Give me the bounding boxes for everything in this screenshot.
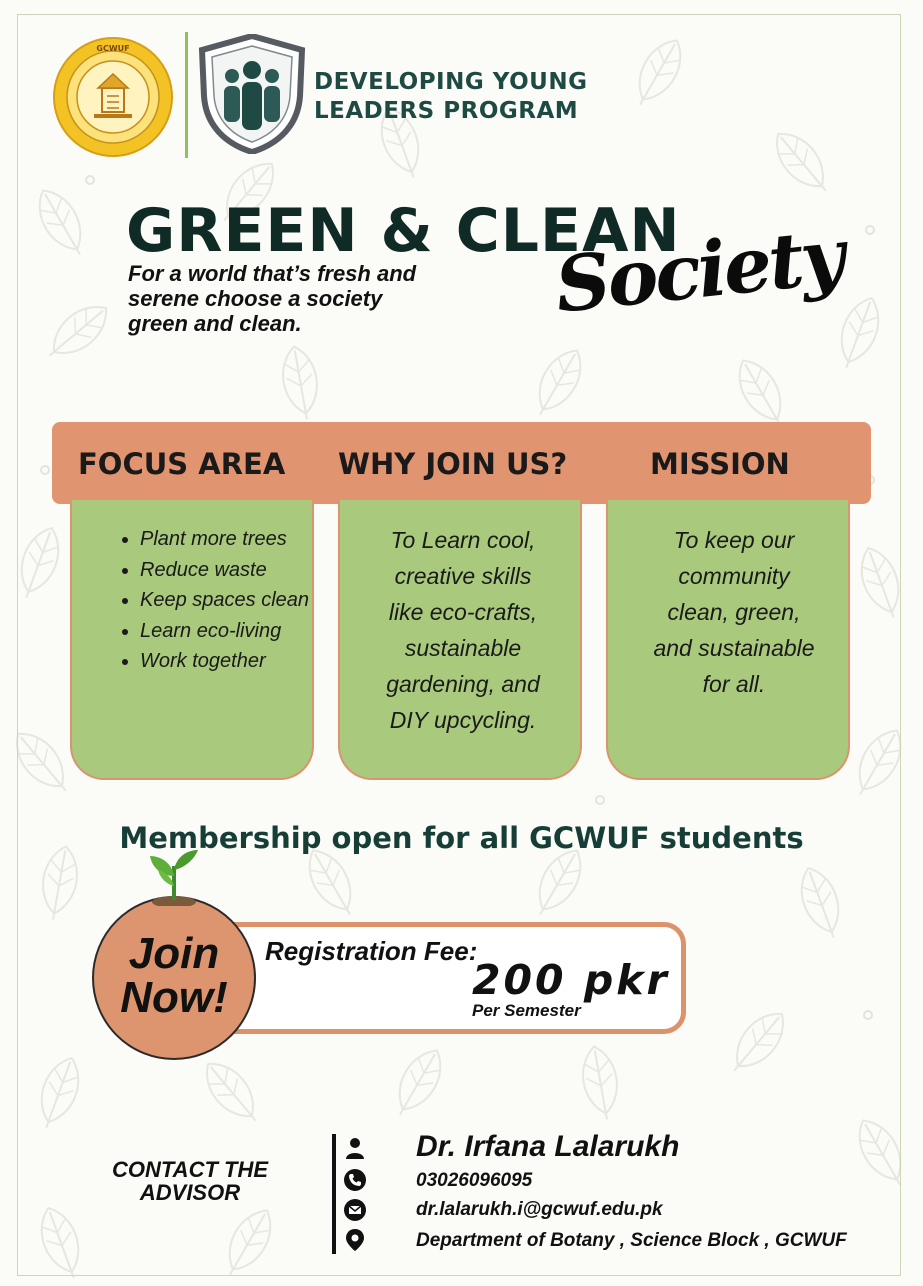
list-item: • Work together	[140, 646, 340, 677]
mission-line: clean, green,	[667, 599, 801, 625]
header-divider	[185, 32, 188, 158]
advisor-email[interactable]: dr.lalarukh.i@gcwuf.edu.pk	[416, 1199, 663, 1220]
contact-label-line2: ADVISOR	[139, 1180, 241, 1205]
join-now-label[interactable]	[92, 929, 256, 1022]
society-script-word: Society	[551, 211, 847, 330]
why-join-text	[345, 522, 581, 738]
tagline-line3: green and clean.	[128, 311, 302, 336]
tagline-line1: For a world that’s fresh and	[128, 261, 417, 286]
person-icon	[343, 1136, 367, 1160]
why-join-line: To Learn cool,	[390, 527, 536, 553]
join-now-line1: Join	[128, 929, 220, 978]
membership-banner: Membership open for all GCWUF students	[119, 821, 804, 855]
mission-line: community	[678, 563, 790, 589]
advisor-name: Dr. Irfana Lalarukh	[416, 1130, 680, 1163]
mission-line: for all.	[702, 671, 766, 697]
advisor-phone[interactable]: 03026096095	[416, 1170, 533, 1191]
email-icon	[343, 1198, 367, 1222]
mission-text	[614, 522, 854, 702]
join-now-line2: Now!	[120, 973, 228, 1022]
location-pin-icon	[343, 1228, 367, 1252]
sprout-icon	[138, 846, 210, 906]
mission-heading: MISSION	[650, 447, 790, 481]
program-name-line2: LEADERS PROGRAM	[314, 98, 579, 124]
why-join-line: sustainable	[404, 635, 522, 661]
phone-icon	[343, 1168, 367, 1192]
society-title: GREEN & CLEAN	[126, 196, 681, 266]
mission-line: and sustainable	[653, 635, 815, 661]
focus-area-heading: FOCUS AREA	[78, 447, 286, 481]
tagline-line2: serene choose a society	[128, 286, 383, 311]
mission-line: To keep our	[673, 527, 795, 553]
program-name-line1: DEVELOPING YOUNG	[314, 69, 588, 95]
university-seal-logo	[52, 36, 174, 158]
program-name	[314, 68, 614, 126]
why-join-line: gardening, and	[386, 671, 540, 697]
svg-text:GCWUF: GCWUF	[96, 44, 130, 53]
contact-divider	[332, 1134, 336, 1254]
contact-label-line1: CONTACT THE	[111, 1157, 269, 1182]
leaders-shield-logo	[198, 34, 306, 154]
registration-fee-label: Registration Fee:	[265, 936, 478, 966]
why-join-line: DIY upcycling.	[389, 707, 537, 733]
why-join-heading: WHY JOIN US?	[338, 447, 568, 481]
why-join-line: like eco-crafts,	[388, 599, 538, 625]
list-item: • Keep spaces clean	[140, 585, 340, 616]
focus-area-list	[112, 524, 340, 677]
registration-fee-amount: 200 pkr	[472, 956, 670, 1004]
list-item: • Plant more trees	[140, 524, 340, 555]
why-join-line: creative skills	[394, 563, 532, 589]
list-item: • Reduce waste	[140, 555, 340, 586]
contact-advisor-label	[90, 1158, 290, 1204]
advisor-address: Department of Botany , Science Block , GCWUF	[416, 1230, 847, 1251]
registration-fee-period: Per Semester	[472, 1001, 581, 1020]
list-item: • Learn eco-living	[140, 616, 340, 647]
tagline	[128, 261, 528, 336]
